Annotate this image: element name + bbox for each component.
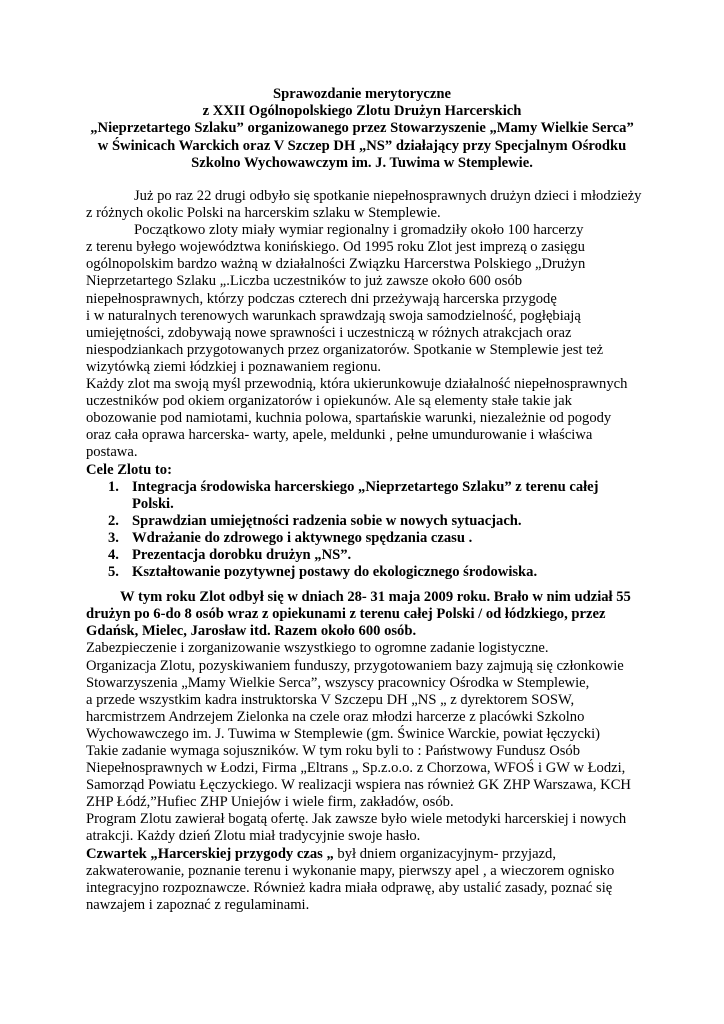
- text-line: wizytówką ziemi łódzkiej i poznawaniem regionu.: [86, 358, 382, 375]
- title-line: Szkolno Wychowawczym im. J. Tuwima w Stemplewie.: [191, 154, 533, 171]
- goal-text: Wdrażanie do zdrowego i aktywnego spędzania czasu .: [132, 529, 473, 546]
- goal-number: 1.: [108, 478, 119, 495]
- text-line: z różnych okolic Polski na harcerskim szlaku w Stemplewie.: [86, 205, 441, 222]
- goal-number: 3.: [108, 529, 119, 546]
- text-line: ZHP Łódź,”Hufiec ZHP Uniejów i wiele firm, zakładów, osób.: [86, 794, 454, 811]
- goal-text: Kształtowanie pozytywnej postawy do ekologicznego środowiska.: [132, 564, 538, 581]
- goal-number: 2.: [108, 512, 119, 529]
- goal-item: [86, 530, 686, 547]
- text-line: nawzajem i zapoznać z regulaminami.: [86, 896, 310, 913]
- text-line: harcmistrzem Andrzejem Zielonka na czele oraz młodzi harcerze z placówki Szkolno: [86, 708, 585, 725]
- text-line: Początkowo zloty miały wymiar regionalny i gromadziły około 100 harcerzy: [134, 222, 584, 239]
- text-line: Nieprzetartego Szlaku „.Liczba uczestników to już zawsze około 600 osób: [86, 273, 523, 290]
- text-line: [86, 846, 686, 863]
- goal-text: Integracja środowiska harcerskiego „Nieprzetartego Szlaku” z terenu całej: [132, 478, 599, 495]
- text-line: z terenu byłego województwa konińskiego. Od 1995 roku Zlot jest imprezą o zasięgu: [86, 239, 585, 256]
- text-line: uczestników pod okiem organizatorów i opiekunów. Ale są elementy stałe takie jak: [86, 393, 572, 410]
- title-line: Sprawozdanie merytoryczne: [273, 86, 451, 102]
- organization-paragraph: [86, 640, 686, 845]
- text-line: Zabezpieczenie i zorganizowanie wszystkiego to ogromne zadanie logistyczne.: [86, 640, 549, 657]
- text-line: Już po raz 22 drugi odbyło się spotkanie niepełnosprawnych drużyn dzieci i młodzieży: [134, 188, 642, 204]
- goal-item: [86, 564, 686, 581]
- history-paragraph: [86, 222, 686, 376]
- text-line: Wychowawczego im. J. Tuwima w Stemplewie (gm. Świnice Warckie, powiat łęczycki): [86, 725, 601, 742]
- intro-paragraph: [86, 188, 686, 222]
- day-description: był dniem organizacyjnym- przyjazd,: [333, 845, 556, 862]
- text-line: Organizacja Zlotu, pozyskiwaniem funduszy, przygotowaniem bazy zajmują się członkowie: [86, 657, 624, 674]
- goal-item: [86, 513, 686, 530]
- text-line: Samorząd Powiatu Łęczyckiego. W realizacji wspiera nas również GK ZHP Warszawa, KCH: [86, 777, 631, 794]
- text-line: Niepełnosprawnych w Łodzi, Firma „Eltrans „ Sp.z.o.o. z Chorzowa, WFOŚ i GW w Łodzi,: [86, 760, 626, 777]
- title-line: w Świnicach Warckich oraz V Szczep DH „NS” działający przy Specjalnym Ośrodku: [97, 137, 627, 154]
- text-line: umiejętności, zdobywają nowe sprawności i uczestniczą w różnych atrakcjach oraz: [86, 324, 572, 341]
- text-line: a przede wszystkim kadra instruktorska V Szczepu DH „NS „ z dyrektorem SOSW,: [86, 691, 575, 708]
- text-line: niespodziankach przygotowanych przez organizatorów. Spotkanie w Stemplewie jest też: [86, 341, 604, 358]
- document-title: [60, 86, 664, 172]
- text-line: W tym roku Zlot odbył się w dniach 28- 31 maja 2009 roku. Brało w nim udział 55: [120, 589, 631, 606]
- text-line: drużyn po 6-do 8 osób wraz z opiekunami z terenu całej Polski / od łódzkiego, przez: [86, 606, 606, 623]
- title-line: „Nieprzetartego Szlaku” organizowanego przez Stowarzyszenie „Mamy Wielkie Serca”: [90, 120, 634, 137]
- text-line: Program Zlotu zawierał bogatą ofertę. Jak zawsze było wiele metodyki harcerskiej i nowych: [86, 811, 627, 828]
- text-line: i w naturalnych terenowych warunkach sprawdzają swoja samodzielność, pogłębiają: [86, 307, 581, 324]
- goal-text-continued: Polski.: [132, 495, 174, 512]
- text-line: atrakcji. Każdy dzień Zlotu miał tradycyjnie swoje hasło.: [86, 828, 421, 845]
- spacer: [86, 581, 686, 589]
- text-line: obozowanie pod namiotami, kuchnia polowa, spartańskie warunki, niezależnie od pogody: [86, 410, 612, 427]
- document-body: [86, 188, 686, 914]
- text-line: niepełnosprawnych, którzy podczas czterech dni przeżywają harcerska przygodę: [86, 290, 557, 307]
- goal-number: 4.: [108, 546, 119, 563]
- text-line: postawa.: [86, 444, 138, 461]
- event-summary-paragraph: [86, 589, 686, 640]
- text-line: zakwaterowanie, poznanie terenu i wykonanie mapy, pierwszy apel , a wieczorem ognisko: [86, 862, 615, 879]
- goal-text: Sprawdzian umiejętności radzenia sobie w nowych sytuacjach.: [132, 512, 522, 529]
- text-line: Gdańsk, Mielec, Jarosław itd. Razem około 600 osób.: [86, 623, 417, 640]
- text-line: Takie zadanie wymaga sojuszników. W tym roku byli to : Państwowy Fundusz Osób: [86, 743, 581, 759]
- goal-number: 5.: [108, 564, 119, 581]
- text-line: ogólnopolskim bardzo ważną w działalności Związku Harcerstwa Polskiego „Drużyn: [86, 256, 586, 273]
- text-line: integracyjno rozpoznawcze. Również kadra miała odprawę, aby ustalić zasady, poznać się: [86, 879, 613, 896]
- text-line: Stowarzyszenia „Mamy Wielkie Serca”, wszyscy pracownicy Ośrodka w Stemplewie,: [86, 674, 590, 691]
- thursday-paragraph: [86, 846, 686, 914]
- text-line: oraz cała oprawa harcerska- warty, apele, meldunki , pełne umundurowanie i właściwa: [86, 427, 593, 444]
- goal-item: [86, 547, 686, 564]
- goal-text: Prezentacja dorobku drużyn „NS”.: [132, 546, 352, 563]
- text-line: Każdy zlot ma swoją myśl przewodnią, która ukierunkowuje działalność niepełnosprawnych: [86, 376, 628, 393]
- goals-list: [86, 479, 686, 582]
- day-heading: Czwartek „Harcerskiej przygody czas „: [86, 845, 334, 862]
- theme-paragraph: [86, 376, 686, 461]
- title-line: z XXII Ogólnopolskiego Zlotu Drużyn Harcerskich: [202, 103, 522, 120]
- goal-item: [86, 479, 686, 496]
- goals-heading: Cele Zlotu to:: [86, 461, 172, 478]
